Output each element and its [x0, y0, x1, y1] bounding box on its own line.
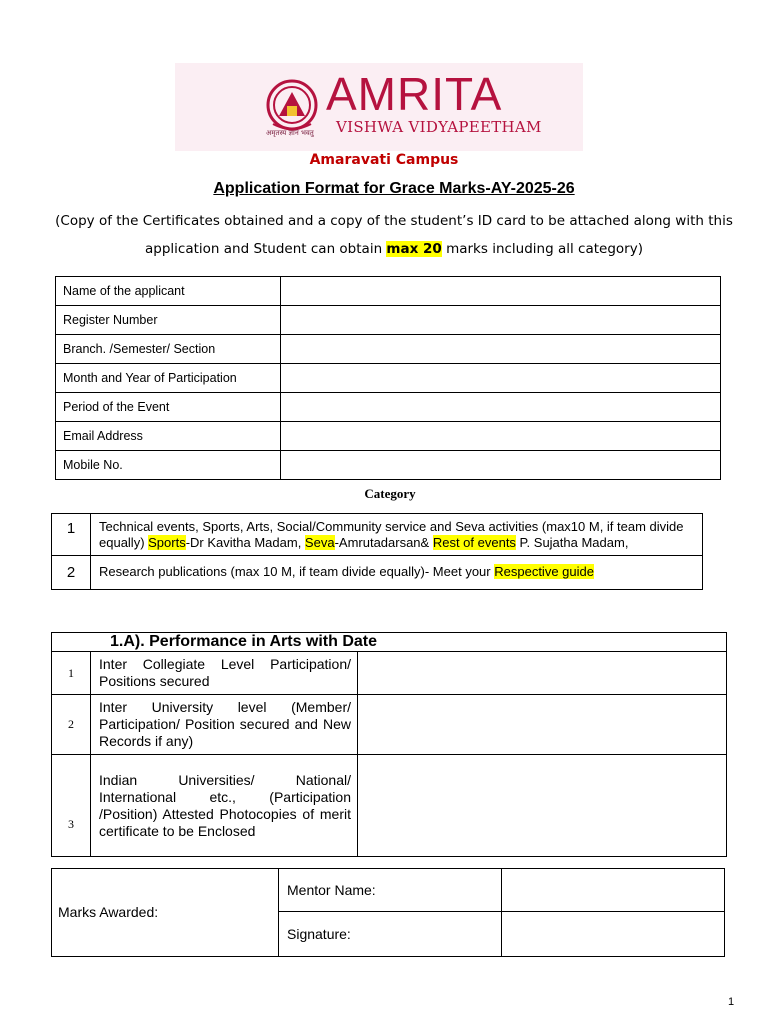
register-number-field[interactable] — [281, 306, 721, 335]
mentor-name-label: Mentor Name: — [279, 869, 502, 912]
category-text: -Amrutadarsan& — [334, 535, 433, 550]
category-highlight: Respective guide — [494, 564, 594, 579]
applicant-name-field[interactable] — [281, 277, 721, 306]
note-highlight: max 20 — [386, 241, 442, 257]
table-row — [56, 451, 721, 480]
inter-university-entry-field[interactable] — [358, 695, 727, 755]
category-number: 2 — [52, 556, 91, 590]
table-row — [52, 633, 727, 652]
field-label: Register Number — [56, 306, 281, 335]
note-text-1: (Copy of the Certificates obtained and a copy of the student’s ID card to be attached along with this application and Student can obtain — [55, 213, 733, 257]
table-row — [52, 755, 727, 857]
row-number: 3 — [52, 755, 91, 857]
logo-wordmark: AMRITA — [326, 68, 503, 120]
table-row — [56, 422, 721, 451]
table-row — [52, 514, 703, 556]
category-heading: Category — [364, 486, 416, 501]
field-label: Period of the Event — [56, 393, 281, 422]
table-row — [56, 277, 721, 306]
field-label: Branch. /Semester/ Section — [56, 335, 281, 364]
row-number: 1 — [52, 652, 91, 695]
signature-label: Signature: — [279, 912, 502, 957]
arts-row-label: Indian Universities/ National/ International etc., (Participation /Position) Attested Photocopies of merit certificate to be Enclosed — [91, 755, 358, 857]
arts-performance-table — [51, 632, 727, 857]
branch-semester-section-field[interactable] — [281, 335, 721, 364]
signature-field[interactable] — [502, 912, 725, 957]
table-row — [56, 335, 721, 364]
category-description — [91, 556, 703, 590]
field-label: Mobile No. — [56, 451, 281, 480]
table-row — [56, 393, 721, 422]
category-text: Technical events, Sports, Arts, Social/Community service and Seva activities (max10 M, if team divide equally) — [99, 519, 684, 550]
email-field[interactable] — [281, 422, 721, 451]
campus-name: Amaravati Campus — [309, 152, 459, 168]
table-row — [56, 306, 721, 335]
table-row — [52, 556, 703, 590]
instruction-note — [40, 207, 748, 263]
note-text-2: marks including all category) — [441, 241, 643, 257]
table-row — [52, 695, 727, 755]
table-row — [52, 652, 727, 695]
field-label: Email Address — [56, 422, 281, 451]
category-highlight: Seva — [304, 535, 335, 550]
arts-row-label: Inter University level (Member/ Participation/ Position secured and New Records if any) — [91, 695, 358, 755]
event-period-field[interactable] — [281, 393, 721, 422]
applicant-details-table — [55, 276, 721, 480]
marks-awarded-label: Marks Awarded: — [52, 869, 279, 957]
category-number: 1 — [52, 514, 91, 556]
category-highlight: Rest of events — [432, 535, 516, 550]
category-table — [51, 513, 703, 590]
field-label: Name of the applicant — [56, 277, 281, 306]
field-label: Month and Year of Participation — [56, 364, 281, 393]
table-row — [56, 364, 721, 393]
row-number: 2 — [52, 695, 91, 755]
logo-subtitle: VISHWA VIDYAPEETHAM — [336, 118, 542, 136]
national-international-entry-field[interactable] — [358, 755, 727, 857]
category-text: Research publications (max 10 M, if team divide equally)- Meet your — [99, 564, 495, 579]
category-text: -Dr Kavitha Madam, — [185, 535, 305, 550]
category-description — [91, 514, 703, 556]
category-text: P. Sujatha Madam, — [515, 535, 629, 550]
marks-awarded-table — [51, 868, 725, 957]
mobile-field[interactable] — [281, 451, 721, 480]
amrita-emblem-icon — [265, 78, 319, 136]
participation-month-year-field[interactable] — [281, 364, 721, 393]
table-row — [52, 869, 725, 912]
inter-collegiate-entry-field[interactable] — [358, 652, 727, 695]
logo-motto: अमृतस्य ज्ञानं भवतु — [266, 129, 314, 137]
arts-heading: 1.A). Performance in Arts with Date — [52, 633, 727, 652]
arts-row-label: Inter Collegiate Level Participation/ Positions secured — [91, 652, 358, 695]
mentor-name-field[interactable] — [502, 869, 725, 912]
page-number: 1 — [728, 996, 735, 1008]
page-title: Application Format for Grace Marks-AY-2025-26 — [213, 180, 575, 197]
category-highlight: Sports — [148, 535, 186, 550]
